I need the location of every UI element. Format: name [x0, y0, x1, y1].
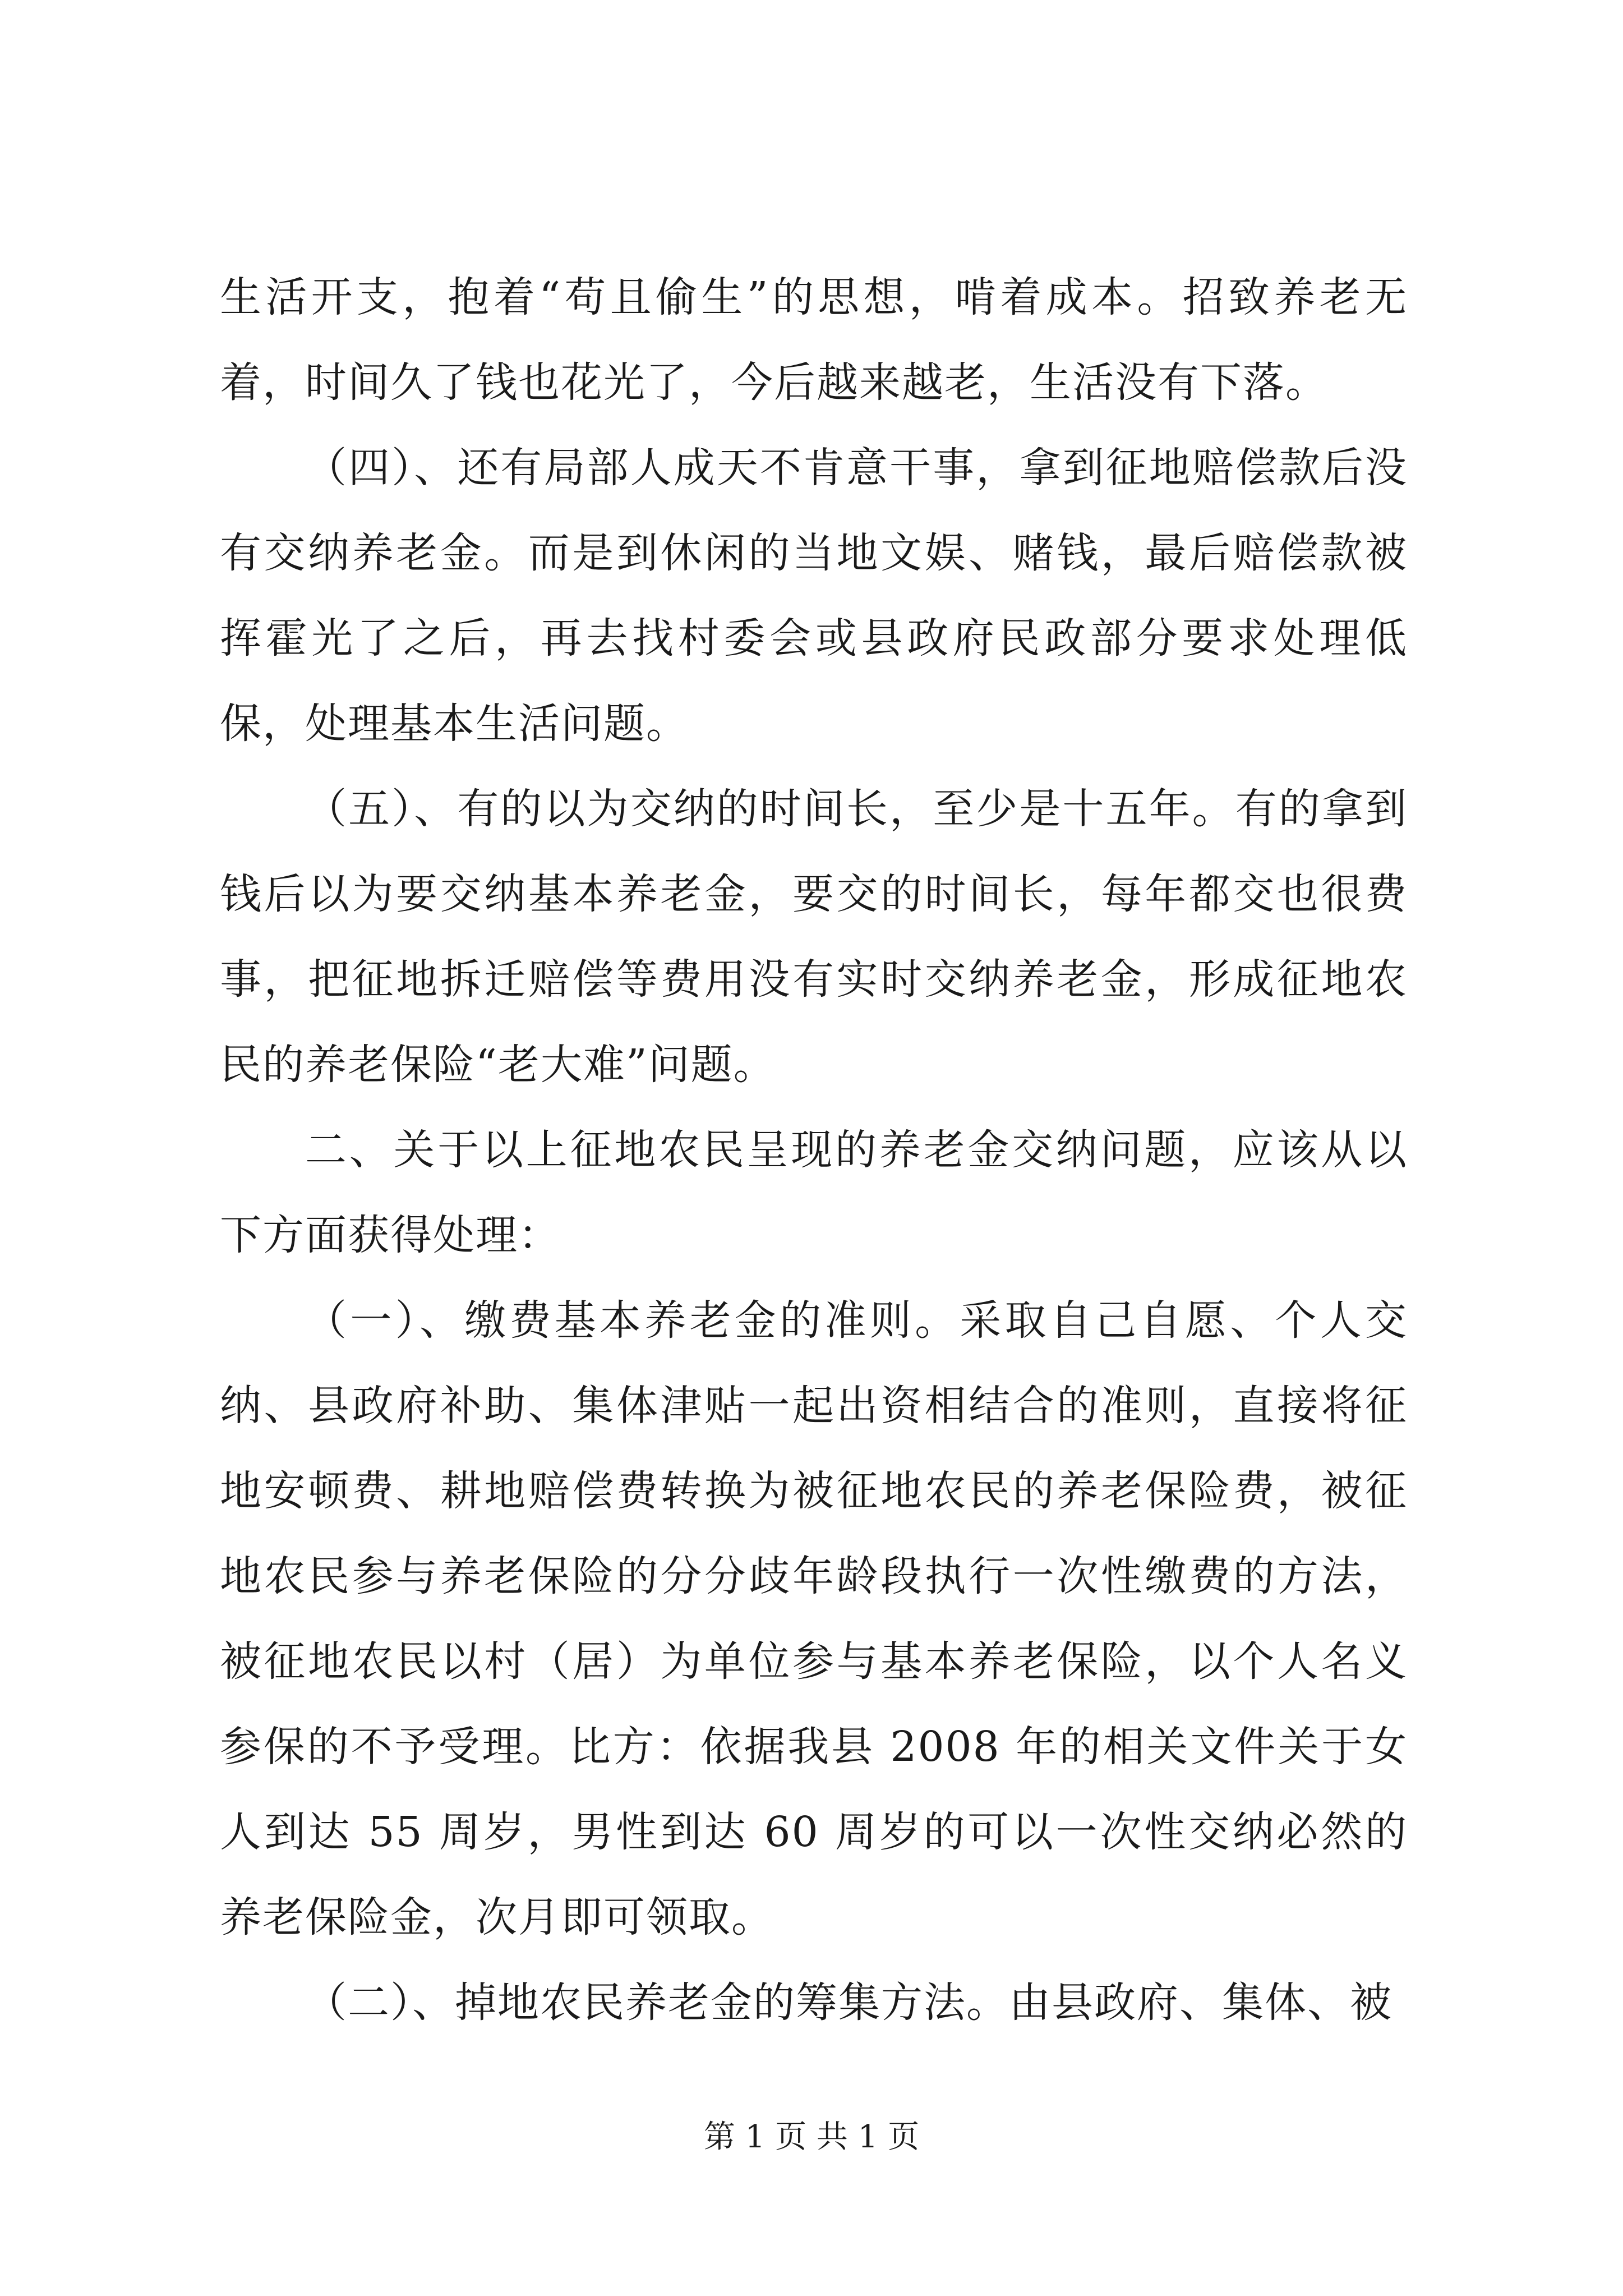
- paragraph-3: （五）、有的以为交纳的时间长，至少是十五年。有的拿到钱后以为要交纳基本养老金，要交的时间长，每年都交也很费事，把征地拆迁赔偿等费用没有实时交纳养老金，形成征地农民的养老保险“老大难”问题。: [220, 785, 1408, 1089]
- paragraph-4: 二、关于以上征地农民呈现的养老金交纳问题，应该从以下方面获得处理：: [220, 1126, 1408, 1259]
- paragraph-2: （四）、还有局部人成天不肯意干事，拿到征地赔偿款后没有交纳养老金。而是到休闲的当地文娱、赌钱，最后赔偿款被挥霍光了之后，再去找村委会或县政府民政部分要求处理低保，处理基本生活问题。: [220, 444, 1408, 748]
- paragraph-1: 生活开支，抱着“苟且偷生”的思想，啃着成本。招致养老无着，时间久了钱也花光了，今后越来越老，生活没有下落。: [220, 273, 1408, 407]
- page-footer: 第 1 页 共 1 页: [703, 2119, 920, 2155]
- document-body: [220, 255, 1408, 2045]
- paragraph-5: （一）、缴费基本养老金的准则。采取自己自愿、个人交纳、县政府补助、集体津贴一起出资相结合的准则，直接将征地安顿费、耕地赔偿费转换为被征地农民的养老保险费，被征地农民参与养老保险的分分歧年龄段执行一次性缴费的方法，被征地农民以村（居）为单位参与基本养老保险，以个人名义参保的不予受理。比方：依据我县 2008 年的相关文件关于女人到达 55 周岁，男性到达 60 周岁的可以一次性交纳必然的养老保险金，次月即可领取。: [220, 1296, 1408, 1941]
- paragraph-6: （二）、掉地农民养老金的筹集方法。由县政府、集体、被: [305, 1978, 1393, 2027]
